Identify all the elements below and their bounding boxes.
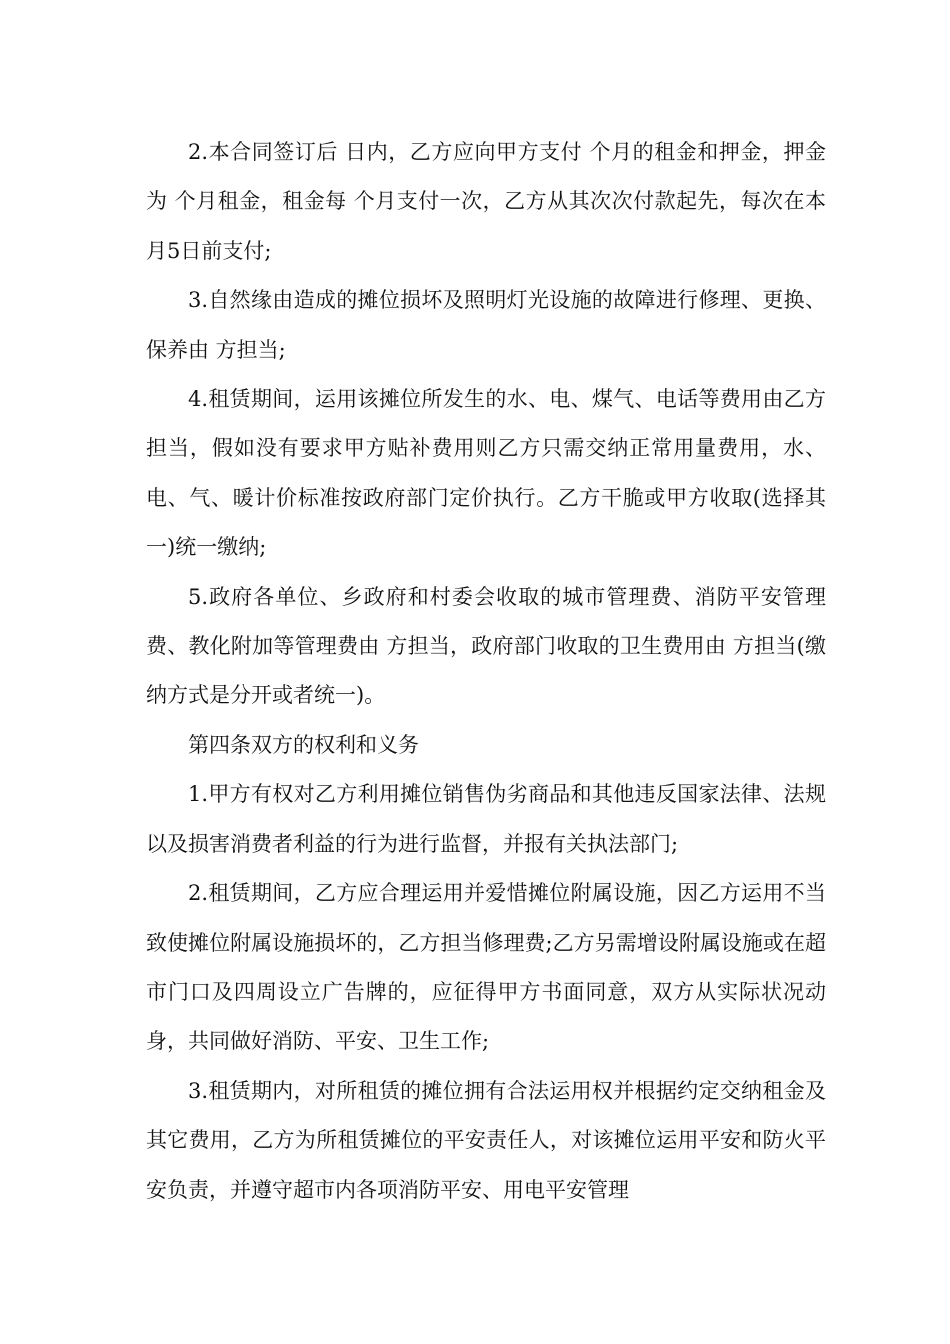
document-body xyxy=(146,128,826,1215)
paragraph-management-fees: 5.政府各单位、乡政府和村委会收取的城市管理费、消防平安管理费、教化附加等管理费由 方担当，政府部门收取的卫生费用由 方担当(缴纳方式是分开或者统一)。 xyxy=(146,584,826,708)
paragraph-repair-responsibility: 3.自然缘由造成的摊位损坏及照明灯光设施的故障进行修理、更换、保养由 方担当; xyxy=(146,288,826,362)
paragraph-safety-responsibility: 3.租赁期内，对所租赁的摊位拥有合法运用权并根据约定交纳租金及其它费用，乙方为所租赁摊位的平安责任人，对该摊位运用平安和防火平安负责，并遵守超市内各项消防平安、用电平安管理 xyxy=(146,1078,826,1202)
paragraph-payment-terms: 2.本合同签订后 日内，乙方应向甲方支付 个月的租金和押金，押金为 个月租金，租金每 个月支付一次，乙方从其次次付款起先，每次在本月5日前支付; xyxy=(146,140,826,263)
paragraph-utility-fees: 4.租赁期间，运用该摊位所发生的水、电、煤气、电话等费用由乙方担当，假如没有要求甲方贴补费用则乙方只需交纳正常用量费用，水、电、气、暖计价标准按政府部门定价执行。乙方干脆或甲方收取(选择其一)统一缴纳; xyxy=(146,387,826,560)
section-heading-rights-obligations: 第四条双方的权利和义务 xyxy=(188,732,419,757)
paragraph-supervision-right: 1.甲方有权对乙方利用摊位销售伪劣商品和其他违反国家法律、法规以及损害消费者利益的行为进行监督，并报有关执法部门; xyxy=(146,782,826,856)
paragraph-facility-care: 2.租赁期间，乙方应合理运用并爱惜摊位附属设施，因乙方运用不当致使摊位附属设施损坏的，乙方担当修理费;乙方另需增设附属设施或在超市门口及四周设立广告牌的，应征得甲方书面同意，双方从实际状况动身，共同做好消防、平安、卫生工作; xyxy=(146,881,826,1054)
